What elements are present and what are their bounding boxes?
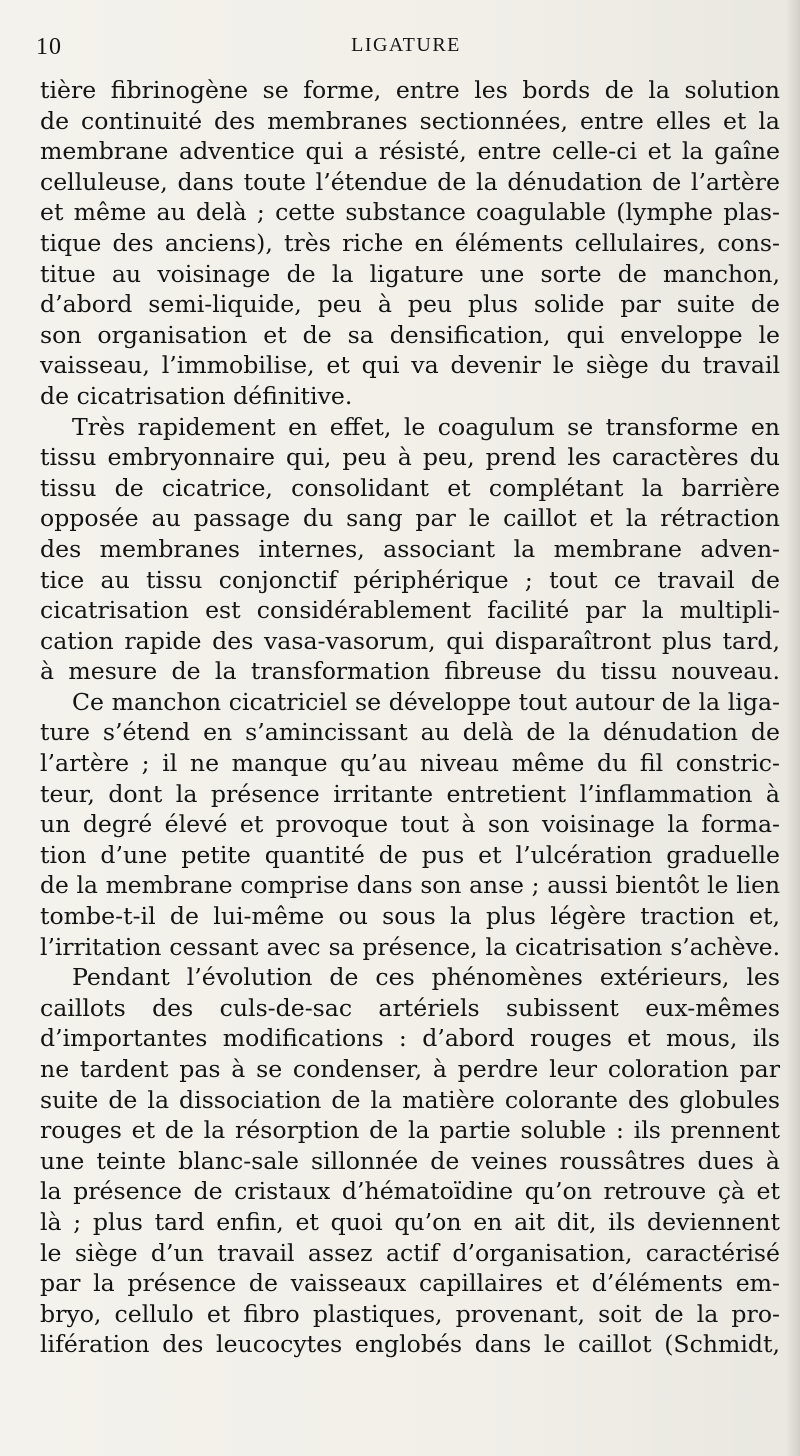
text-line: le siège d’un travail assez actif d’organisation, caractérisé (40, 1238, 780, 1267)
text-line: tissu de cicatrice, consolidant et complétant la barrière (40, 473, 780, 502)
body-text (40, 75, 780, 1360)
text-line: tombe-t-il de lui-même ou sous la plus légère traction et, (40, 902, 780, 931)
text-line: d’abord semi-liquide, peu à peu plus solide par suite de (40, 290, 780, 319)
text-line: son organisation et de sa densification, qui enveloppe le (40, 320, 780, 349)
text-line: par la présence de vaisseaux capillaires et d’éléments em- (40, 1269, 780, 1298)
text-line: tissu embryonnaire qui, peu à peu, prend les caractères du (40, 443, 780, 472)
text-line: lifération des leucocytes englobés dans le caillot (Schmidt, (40, 1330, 780, 1359)
paragraph-end-line: l’irritation cessant avec sa présence, la cicatrisation s’achève. (40, 932, 780, 961)
text-line: cation rapide des vasa-vasorum, qui disparaîtront plus tard, (40, 626, 780, 655)
text-line: suite de la dissociation de la matière colorante des globules (40, 1085, 780, 1114)
text-line: caillots des culs-de-sac artériels subissent eux-mêmes (40, 993, 780, 1022)
text-line: tion d’une petite quantité de pus et l’ulcération graduelle (40, 840, 780, 869)
text-line: de la membrane comprise dans son anse ; aussi bientôt le lien (40, 871, 780, 900)
text-line: ne tardent pas à se condenser, à perdre leur coloration par (40, 1055, 780, 1083)
text-line: bryo, cellulo et fibro plastiques, provenant, soit de la pro- (40, 1299, 780, 1328)
text-line: celluleuse, dans toute l’étendue de la dénudation de l’artère (40, 167, 780, 196)
paragraph-start-line: Pendant l’évolution de ces phénomènes extérieurs, les (72, 963, 780, 992)
text-line: vaisseau, l’immobilise, et qui va devenir le siège du travail (40, 351, 780, 380)
text-line: ture s’étend en s’amincissant au delà de la dénudation de (40, 718, 780, 747)
paragraph-start-line: Très rapidement en effet, le coagulum se transforme en (72, 412, 780, 441)
text-line: l’artère ; il ne manque qu’au niveau même du fil constric- (40, 749, 780, 778)
text-line: opposée au passage du sang par le caillot et la rétraction (40, 504, 780, 533)
text-line: un degré élevé et provoque tout à son voisinage la forma- (40, 810, 780, 839)
page-header (36, 34, 776, 64)
text-line: rouges et de la résorption de la partie soluble : ils prennent (40, 1116, 780, 1145)
text-line: teur, dont la présence irritante entretient l’inflammation à (40, 779, 780, 808)
page-edge-shadow (786, 0, 800, 1456)
text-line: la présence de cristaux d’hématoïdine qu’on retrouve çà et (40, 1177, 780, 1206)
text-line: tique des anciens), très riche en éléments cellulaires, cons- (40, 228, 780, 257)
running-title: LIGATURE (351, 34, 461, 56)
text-line: cicatrisation est considérablement facilité par la multipli- (40, 596, 780, 625)
text-line: de continuité des membranes sectionnées, entre elles et la (40, 106, 780, 135)
text-line: tière fibrinogène se forme, entre les bords de la solution (40, 76, 780, 104)
text-line: là ; plus tard enfin, et quoi qu’on en ait dit, ils deviennent (40, 1207, 780, 1236)
text-line: et même au delà ; cette substance coagulable (lymphe plas- (40, 198, 780, 227)
text-line: titue au voisinage de la ligature une sorte de manchon, (40, 259, 780, 288)
paragraph-end-line: à mesure de la transformation fibreuse du tissu nouveau. (40, 657, 780, 686)
text-line: tice au tissu conjonctif périphérique ; tout ce travail de (40, 565, 780, 594)
text-line: membrane adventice qui a résisté, entre celle-ci et la gaîne (40, 137, 780, 166)
text-line: une teinte blanc-sale sillonnée de veines roussâtres dues à (40, 1146, 780, 1175)
text-line: des membranes internes, associant la membrane adven- (40, 534, 780, 563)
paragraph-start-line: Ce manchon cicatriciel se développe tout autour de la liga- (72, 687, 780, 716)
paragraph-end-line: de cicatrisation définitive. (40, 381, 353, 410)
text-line: d’importantes modifications : d’abord rouges et mous, ils (40, 1024, 780, 1053)
page-number: 10 (36, 34, 62, 60)
